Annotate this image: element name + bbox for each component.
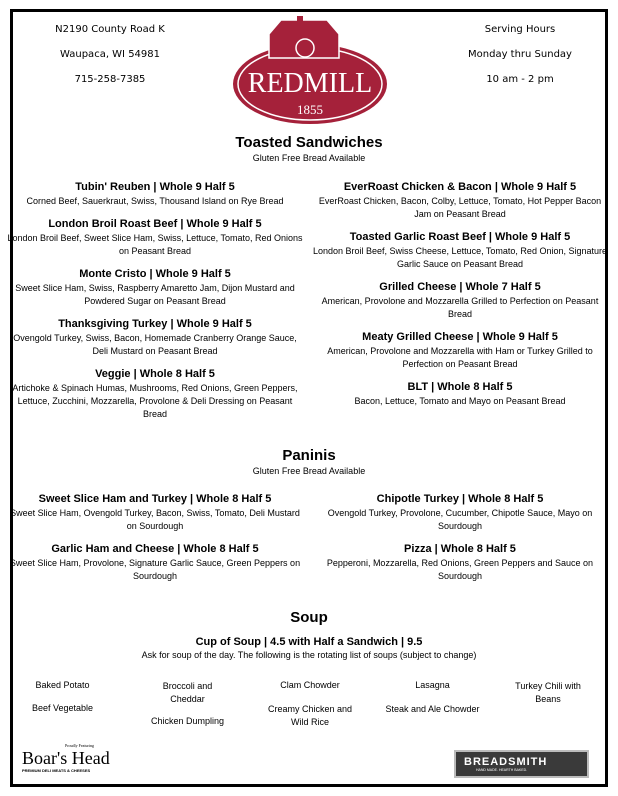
menu-item: [5, 542, 305, 583]
item-desc: London Broil Beef, Swiss Cheese, Lettuce, Tomato, Red Onion, Signature Garlic Sauce on Peasant Bread: [312, 246, 607, 269]
soup-item: Broccoli and Cheddar: [162, 681, 213, 704]
item-title: EverRoast Chicken & Bacon | Whole 9 Half 5: [343, 181, 577, 193]
section-title: Toasted Sandwiches: [235, 134, 383, 151]
menu-item: [5, 217, 305, 258]
item-desc: Bacon, Lettuce, Tomato and Mayo on Peasant Bread: [354, 396, 566, 406]
menu-item: [5, 367, 305, 421]
menu-item: [310, 542, 610, 583]
item-desc: Pepperoni, Mozzarella, Red Onions, Green Peppers and Sauce on Sourdough: [326, 558, 594, 581]
item-desc: Artichoke & Spinach Humas, Mushrooms, Red Onions, Green Peppers, Lettuce, Zucchini, Mozzarella, Provolone & Deli Dressing on Peasant Bread: [12, 383, 298, 419]
section-toasted: [0, 134, 618, 163]
toasted-left: [5, 180, 305, 430]
item-desc: Sweet Slice Ham, Ovengold Turkey, Bacon, Swiss, Tomato, Deli Mustard on Sourdough: [10, 508, 300, 531]
item-title: Grilled Cheese | Whole 7 Half 5: [379, 281, 541, 293]
item-title: London Broil Roast Beef | Whole 9 Half 5: [48, 218, 262, 230]
section-paninis: [0, 447, 618, 476]
city-line: Waupaca, WI 54981: [60, 49, 160, 60]
item-desc: EverRoast Chicken, Bacon, Colby, Lettuce, Tomato, Hot Pepper Bacon Jam on Peasant Bread: [318, 196, 602, 219]
item-title: Thanksgiving Turkey | Whole 9 Half 5: [58, 318, 252, 330]
menu-item: [310, 180, 610, 221]
item-title: Toasted Garlic Roast Beef | Whole 9 Half 5: [349, 231, 571, 243]
item-title: Meaty Grilled Cheese | Whole 9 Half 5: [362, 331, 558, 343]
item-desc: American, Provolone and Mozzarella Grilled to Perfection on Peasant Bread: [321, 296, 599, 319]
section-subtitle: Gluten Free Bread Available: [252, 153, 366, 163]
paninis-left: [5, 492, 305, 592]
phone: 715-258-7385: [74, 74, 146, 85]
item-desc: Ovengold Turkey, Provolone, Cucumber, Chipotle Sauce, Mayo on Sourdough: [327, 508, 593, 531]
red-mill-logo: [231, 14, 389, 126]
section-title: Paninis: [282, 447, 336, 464]
hours-days: Monday thru Sunday: [468, 49, 572, 60]
svg-text:1855: 1855: [297, 102, 323, 117]
breadsmith-name: BREADSMITH: [464, 756, 548, 768]
paninis-right: [310, 492, 610, 592]
soup-item: Creamy Chicken and Wild Rice: [267, 704, 353, 727]
section-subtitle: Gluten Free Bread Available: [252, 466, 366, 476]
boars-head-logo: [22, 743, 137, 779]
item-title: Veggie | Whole 8 Half 5: [95, 368, 215, 380]
breadsmith-sub: HAND MADE. HEARTH BAKED.: [476, 768, 528, 772]
boars-name: Boar's Head: [22, 748, 110, 768]
menu-item: [310, 492, 610, 533]
address-block: [40, 17, 180, 92]
hours-time: 10 am - 2 pm: [486, 74, 554, 85]
menu-item: [310, 380, 610, 408]
item-desc: Sweet Slice Ham, Provolone, Signature Garlic Sauce, Green Peppers on Sourdough: [9, 558, 301, 581]
item-desc: London Broil Beef, Sweet Slice Ham, Swiss, Lettuce, Tomato, Red Onions on Peasant Bread: [7, 233, 303, 256]
menu-item: [5, 317, 305, 358]
section-title: Soup: [290, 609, 328, 626]
soup-item: Chicken Dumpling: [150, 716, 225, 726]
item-desc: American, Provolone and Mozzarella with Ham or Turkey Grilled to Perfection on Peasant Bread: [327, 346, 593, 369]
soup-item: Baked Potato: [35, 680, 90, 690]
boars-tagline: Proudly Featuring: [65, 743, 94, 748]
item-desc: Sweet Slice Ham, Swiss, Raspberry Amaretto Jam, Dijon Mustard and Powdered Sugar on Peasant Bread: [15, 283, 295, 306]
address-line: N2190 County Road K: [55, 24, 165, 35]
item-title: Monte Cristo | Whole 9 Half 5: [79, 268, 231, 280]
item-desc: Corned Beef, Sauerkraut, Swiss, Thousand Island on Rye Bread: [26, 196, 284, 206]
breadsmith-logo: [454, 750, 589, 778]
menu-item: [5, 492, 305, 533]
menu-item: [310, 330, 610, 371]
soup-item: Steak and Ale Chowder: [385, 704, 480, 714]
item-title: Pizza | Whole 8 Half 5: [404, 543, 516, 555]
soup-item: Clam Chowder: [280, 680, 340, 690]
soup-note: Ask for soup of the day. The following is the rotating list of soups (subject to change): [141, 650, 477, 660]
hours-title: Serving Hours: [484, 24, 556, 35]
item-title: Tubin' Reuben | Whole 9 Half 5: [75, 181, 235, 193]
section-soup: [0, 609, 618, 660]
item-title: Garlic Ham and Cheese | Whole 8 Half 5: [51, 543, 259, 555]
item-title: BLT | Whole 8 Half 5: [407, 381, 513, 393]
toasted-right: [310, 180, 610, 417]
item-desc: Ovengold Turkey, Swiss, Bacon, Homemade Cranberry Orange Sauce, Deli Mustard on Peasant Bread: [13, 333, 297, 356]
item-title: Chipotle Turkey | Whole 8 Half 5: [376, 493, 544, 505]
soup-price: Cup of Soup | 4.5 with Half a Sandwich | 9.5: [195, 636, 423, 648]
item-title: Sweet Slice Ham and Turkey | Whole 8 Half 5: [38, 493, 272, 505]
svg-text:REDMILL: REDMILL: [247, 68, 373, 99]
menu-item: [5, 180, 305, 208]
soup-item: Lasagna: [415, 680, 450, 690]
boars-sub: PREMIUM DELI MEATS & CHEESES: [22, 768, 91, 773]
soup-item: Turkey Chili with Beans: [515, 681, 581, 704]
soup-item: Beef Vegetable: [31, 703, 94, 713]
menu-item: [310, 230, 610, 271]
menu-item: [5, 267, 305, 308]
menu-item: [310, 280, 610, 321]
hours-block: [450, 17, 590, 92]
